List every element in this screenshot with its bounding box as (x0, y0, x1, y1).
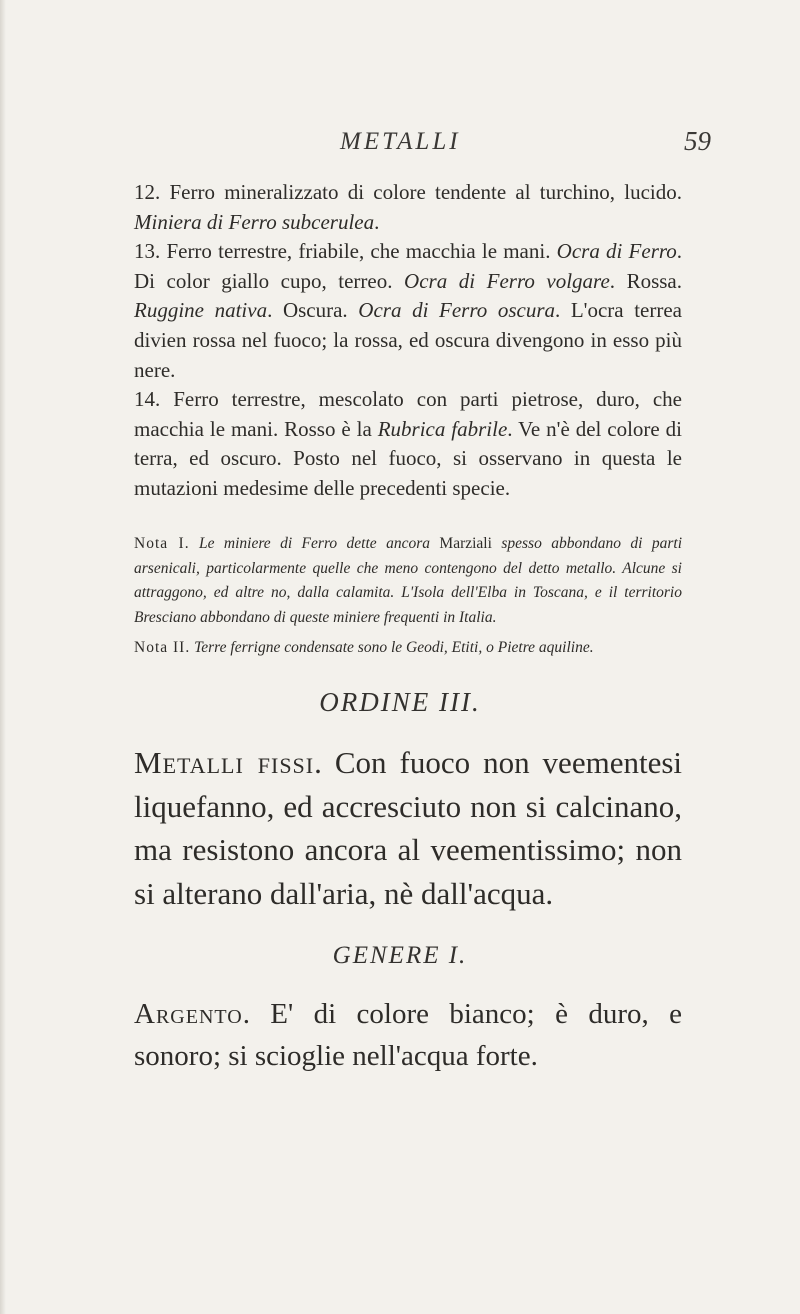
ordine-paragraph: Metalli fissi. Con fuoco non veementesi liquefanno, ed accresciuto non si calcinano, ma resistono ancora al veementissimo; non si alterano dall'aria, nè dall'acqua. (134, 745, 682, 911)
page-number: 59 (684, 126, 711, 156)
note-2: Nota II. Terre ferrigne condensate sono le Geodi, Etiti, o Pietre aquiline. (134, 639, 594, 656)
running-head: METALLI (340, 128, 461, 155)
entry-13: 13. Ferro terrestre, friabile, che macchia le mani. Ocra di Ferro. Di color giallo cupo, terreo. Ocra di Ferro volgare. Rossa. Ruggine nativa. Oscura. Ocra di Ferro oscura. L'ocra terrea divien rossa nel fuoco; la rossa, ed oscura divengono in esso più nere. (134, 239, 683, 382)
entry-14: 14. Ferro terrestre, mescolato con parti pietrose, duro, che macchia le mani. Rosso è la Rubrica fabrile. Ve n'è del colore di terra, ed oscuro. Posto nel fuoco, si osservano in questa le mutazioni medesime delle precedenti specie. (134, 387, 682, 500)
main-text-block (134, 178, 682, 504)
entry-12-italic: Miniera di Ferro subcerulea (134, 209, 375, 234)
notes-block (134, 532, 682, 667)
page-header (0, 128, 800, 168)
ordine-heading: ORDINE III. (319, 687, 481, 717)
entry-12: 12. Ferro mineralizzato di colore tendente al turchino, lucido. Miniera di Ferro subcerulea. (134, 180, 682, 234)
ordine-text-block (134, 741, 682, 915)
genere-paragraph: Argento. E' di colore bianco; è duro, e sonoro; si scioglie nell'acqua forte. (134, 998, 682, 1072)
genere-text-block (134, 993, 682, 1077)
note-1: Nota I. Le miniere di Ferro dette ancora Marziali spesso abbondano di parti arsenicali, particolarmente quelle che meno contengono del detto metallo. Alcune si attraggono, ed altre no, dalla calamita. L'Isola dell'Elba in Toscana, e il territorio Bresciano abbondano di queste miniere frequenti in Italia. (134, 535, 683, 626)
page-edge-shadow (0, 0, 6, 1314)
genere-heading: GENERE I. (332, 942, 468, 969)
